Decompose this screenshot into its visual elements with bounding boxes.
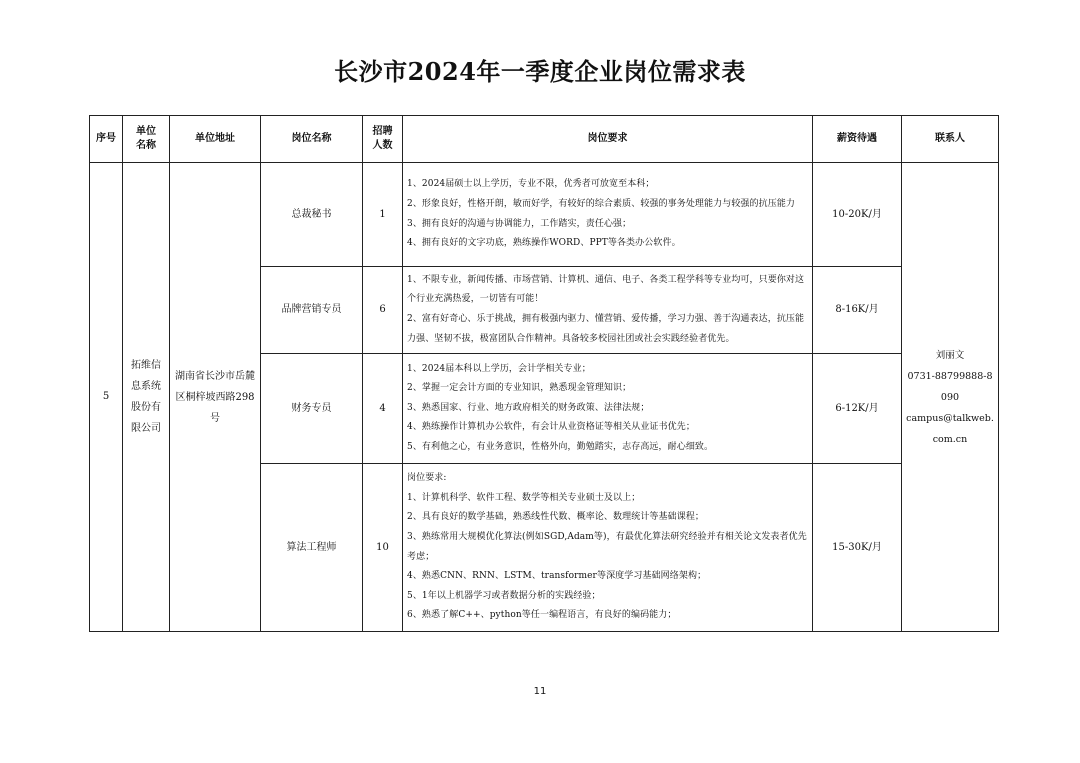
count-cell: 6 bbox=[363, 267, 403, 354]
header-position bbox=[261, 116, 363, 163]
requirement-line: 4、熟练操作计算机办公软件，有会计从业资格证等相关从业证书优先； bbox=[407, 422, 695, 433]
seq-cell: 5 bbox=[90, 163, 123, 632]
page-title: 长沙市2024年一季度企业岗位需求表 bbox=[334, 57, 746, 86]
table-header-row bbox=[90, 116, 999, 163]
header-contact-text: 联系人 bbox=[935, 133, 965, 144]
position-cell: 品牌营销专员 bbox=[261, 267, 363, 354]
requirement-line: 4、拥有良好的文字功底，熟练操作WORD、PPT等各类办公软件。 bbox=[407, 238, 681, 249]
requirement-line: 5、1年以上机器学习或者数据分析的实践经验； bbox=[407, 590, 601, 601]
header-salary-text: 薪资待遇 bbox=[837, 133, 877, 144]
requirement-line: 6、熟悉了解C++、python等任一编程语言，有良好的编码能力； bbox=[407, 610, 677, 621]
requirement-line: 2、富有好奇心、乐于挑战，拥有极强内驱力、懂营销、爱传播，学习力强、善于沟通表达，抗压能力强、坚韧不拔，极富团队合作精神。具备较多校园社团或社会实践经验者优先。 bbox=[407, 314, 805, 344]
contact-email: campus@talkweb.com.cn bbox=[906, 412, 994, 445]
page-number: 11 bbox=[533, 686, 547, 697]
salary-cell: 8-16K/月 bbox=[813, 267, 902, 354]
requirement-line: 1、不限专业，新闻传播、市场营销、计算机、通信、电子、各类工程学科等专业均可，只要你对这个行业充满热爱，一切皆有可能！ bbox=[407, 274, 805, 305]
requirement-line: 1、计算机科学、软件工程、数学等相关专业硕士及以上； bbox=[407, 492, 641, 503]
requirement-line: 1、2024届本科以上学历，会计学相关专业； bbox=[407, 363, 591, 374]
contact-name: 刘丽文 bbox=[935, 349, 965, 361]
salary-cell: 15-30K/月 bbox=[813, 464, 902, 632]
requirement-line: 岗位要求: bbox=[407, 473, 447, 484]
requirement-line: 2、具有良好的数学基础，熟悉线性代数、概率论、数理统计等基础课程； bbox=[407, 512, 705, 523]
header-count-text: 招聘 人数 bbox=[372, 126, 393, 151]
contact-phone: 0731-88799888-8090 bbox=[907, 370, 993, 403]
requirement-line: 5、有利他之心，有业务意识，性格外向，勤勉踏实，志存高远，耐心细致。 bbox=[407, 441, 714, 452]
header-seq-text: 序号 bbox=[96, 133, 116, 144]
requirements-cell bbox=[403, 354, 813, 464]
position-cell: 总裁秘书 bbox=[261, 163, 363, 267]
requirements-cell bbox=[403, 267, 813, 354]
requirements-cell bbox=[403, 163, 813, 267]
requirement-line: 3、熟悉国家、行业、地方政府相关的财务政策、法律法规； bbox=[407, 402, 650, 413]
count-cell: 10 bbox=[363, 464, 403, 632]
address-cell: 湖南省长沙市岳麓区桐梓坡西路298号 bbox=[170, 163, 261, 632]
count-cell: 1 bbox=[363, 163, 403, 267]
header-position-text: 岗位名称 bbox=[291, 133, 332, 144]
position-cell: 算法工程师 bbox=[261, 464, 363, 632]
salary-cell: 10-20K/月 bbox=[813, 163, 902, 267]
company-cell: 拓维信息系统股份有限公司 bbox=[123, 163, 170, 632]
header-salary bbox=[813, 116, 902, 163]
requirement-line: 2、形象良好，性格开朗，敏而好学，有较好的综合素质、较强的事务处理能力与较强的抗压能力 bbox=[407, 198, 796, 209]
contact-cell bbox=[902, 163, 999, 632]
salary-cell: 6-12K/月 bbox=[813, 354, 902, 464]
table-row bbox=[90, 163, 999, 267]
header-count bbox=[363, 116, 403, 163]
header-address bbox=[170, 116, 261, 163]
header-contact bbox=[902, 116, 999, 163]
header-requirements-text: 岗位要求 bbox=[587, 133, 628, 144]
header-seq bbox=[90, 116, 123, 163]
requirements-cell bbox=[403, 464, 813, 632]
position-cell: 财务专员 bbox=[261, 354, 363, 464]
header-company-text: 单位 名称 bbox=[136, 126, 156, 151]
requirement-line: 4、熟悉CNN、RNN、LSTM、transformer等深度学习基础网络架构； bbox=[407, 571, 707, 582]
count-cell: 4 bbox=[363, 354, 403, 464]
header-address-text: 单位地址 bbox=[195, 133, 235, 144]
requirement-line: 2、掌握一定会计方面的专业知识，熟悉现金管理知识； bbox=[407, 383, 632, 394]
job-demand-table bbox=[89, 115, 999, 632]
requirement-line: 3、拥有良好的沟通与协调能力，工作踏实，责任心强； bbox=[407, 218, 632, 229]
header-company bbox=[123, 116, 170, 163]
requirement-line: 3、熟练常用大规模优化算法(例如SGD,Adam等)，有最优化算法研究经验并有相关论文发表者优先考虑； bbox=[407, 531, 807, 562]
header-requirements bbox=[403, 116, 813, 163]
requirement-line: 1、2024届硕士以上学历，专业不限，优秀者可放宽至本科； bbox=[407, 179, 655, 190]
